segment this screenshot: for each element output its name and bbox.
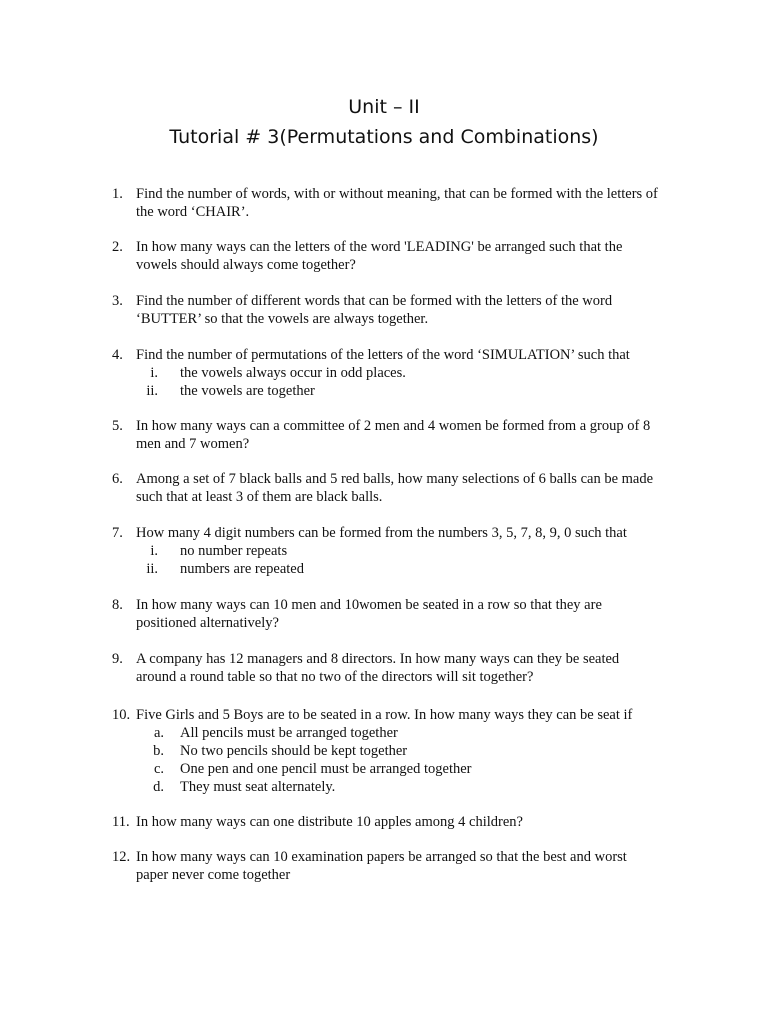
sub-question-item — [0, 542, 768, 560]
question-text — [136, 185, 696, 221]
sub-question-marker: b. — [153, 743, 164, 759]
question-text — [136, 596, 696, 632]
question-number: 12. — [112, 849, 131, 865]
question-number: 10. — [112, 707, 131, 723]
question-number: 1. — [112, 186, 123, 202]
question-text-line: In how many ways can 10 men and 10women be seated in a row so that they are — [136, 597, 602, 613]
question-text-line: Five Girls and 5 Boys are to be seated in a row. In how many ways they can be seat if — [136, 707, 633, 723]
question-text — [136, 524, 696, 542]
question-text — [136, 292, 696, 328]
question-text — [136, 813, 696, 831]
question-number: 5. — [112, 418, 123, 434]
unit-heading: Unit – II — [348, 96, 420, 118]
sub-question-text: All pencils must be arranged together — [180, 725, 398, 741]
question-text — [136, 650, 696, 686]
question-text-line: the word ‘CHAIR’. — [136, 204, 250, 220]
question-text-line: paper never come together — [136, 867, 291, 883]
question-text — [136, 470, 696, 506]
question-number: 6. — [112, 471, 123, 487]
question-text-line: Find the number of different words that can be formed with the letters of the word — [136, 293, 613, 309]
question-text — [136, 417, 696, 453]
question-text-line: ‘BUTTER’ so that the vowels are always together. — [136, 311, 429, 327]
question-text-line: positioned alternatively? — [136, 615, 279, 631]
question-text-line: In how many ways can the letters of the word 'LEADING' be arranged such that the — [136, 239, 623, 255]
sub-question-text: no number repeats — [180, 543, 288, 559]
question-text-line: such that at least 3 of them are black balls. — [136, 489, 383, 505]
sub-question-marker: d. — [153, 779, 164, 795]
question-text-line: A company has 12 managers and 8 directors. In how many ways can they be seated — [136, 651, 620, 667]
question-number: 3. — [112, 293, 123, 309]
question-text-line: In how many ways can one distribute 10 apples among 4 children? — [136, 814, 523, 830]
question-number: 4. — [112, 347, 123, 363]
question-text-line: Find the number of words, with or without meaning, that can be formed with the letters of — [136, 186, 658, 202]
sub-question-text: the vowels always occur in odd places. — [180, 365, 406, 381]
sub-question-marker: i. — [150, 365, 158, 381]
sub-question-item — [0, 742, 768, 760]
tutorial-title: Tutorial # 3(Permutations and Combinations) — [169, 126, 599, 148]
question-text-line: How many 4 digit numbers can be formed from the numbers 3, 5, 7, 8, 9, 0 such that — [136, 525, 627, 541]
sub-question-text: One pen and one pencil must be arranged together — [180, 761, 472, 777]
question-text — [136, 848, 696, 884]
document-header — [0, 92, 768, 152]
question-text — [136, 238, 696, 274]
sub-question-item — [0, 778, 768, 796]
sub-question-text: the vowels are together — [180, 383, 315, 399]
question-text-line: vowels should always come together? — [136, 257, 356, 273]
sub-question-marker: i. — [150, 543, 158, 559]
sub-question-item — [0, 364, 768, 382]
question-number: 9. — [112, 651, 123, 667]
sub-question-marker: ii. — [146, 561, 158, 577]
question-number: 11. — [112, 814, 130, 830]
question-text — [136, 346, 696, 364]
question-number: 8. — [112, 597, 123, 613]
question-number: 7. — [112, 525, 123, 541]
sub-question-text: No two pencils should be kept together — [180, 743, 408, 759]
sub-question-item — [0, 382, 768, 400]
question-text-line: In how many ways can a committee of 2 men and 4 women be formed from a group of 8 — [136, 418, 651, 434]
sub-question-item — [0, 560, 768, 578]
sub-question-marker: c. — [153, 761, 164, 777]
sub-question-item — [0, 760, 768, 778]
question-text-line: men and 7 women? — [136, 436, 250, 452]
question-number: 2. — [112, 239, 123, 255]
sub-question-marker: ii. — [146, 383, 158, 399]
sub-question-text: numbers are repeated — [180, 561, 304, 577]
question-text-line: around a round table so that no two of the directors will sit together? — [136, 669, 534, 685]
question-text-line: Find the number of permutations of the letters of the word ‘SIMULATION’ such that — [136, 347, 630, 363]
question-text — [136, 706, 696, 724]
sub-question-marker: a. — [153, 725, 164, 741]
sub-question-item — [0, 724, 768, 742]
question-text-line: Among a set of 7 black balls and 5 red balls, how many selections of 6 balls can be made — [136, 471, 654, 487]
sub-question-text: They must seat alternately. — [180, 779, 336, 795]
question-text-line: In how many ways can 10 examination papers be arranged so that the best and worst — [136, 849, 627, 865]
